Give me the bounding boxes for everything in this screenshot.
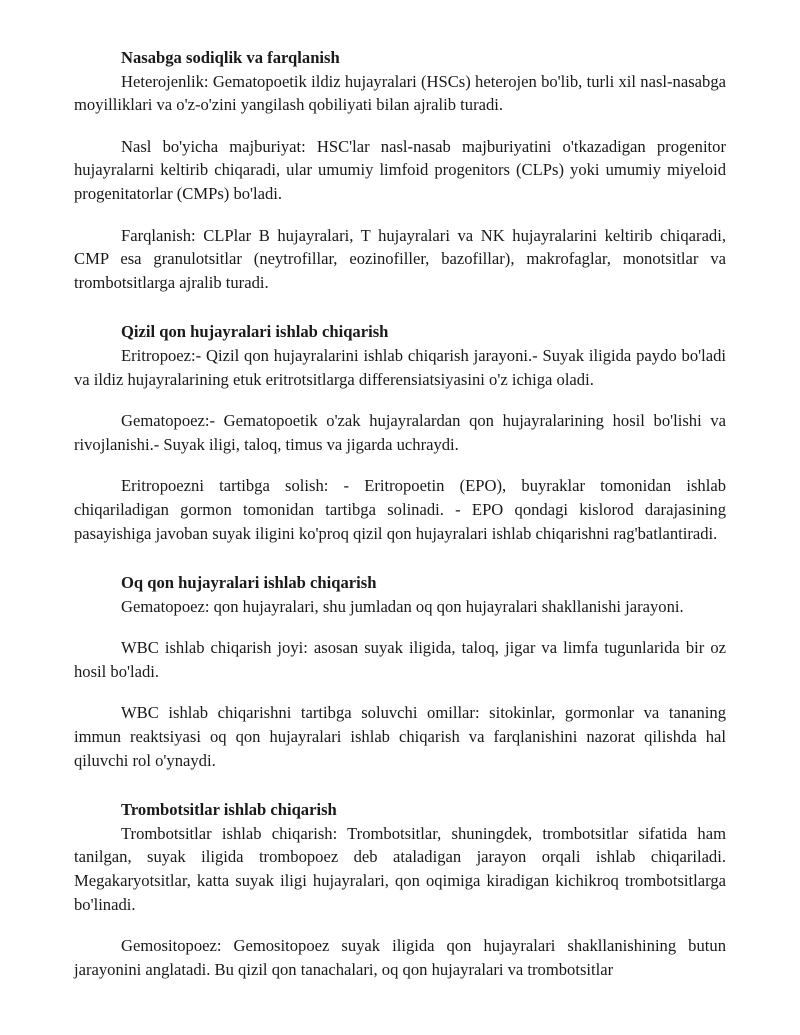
paragraph: Eritropoezni tartibga solish: - Eritropoetin (EPO), buyraklar tomonidan ishlab chiqariladigan gormon tomonidan tartibga solinadi. - EPO qondagi kislorod darajasining pasayishiga javoban suyak iligini ko'proq qizil qon hujayralari ishlab chiqarishni rag'batlantiradi. (74, 476, 726, 543)
paragraph: Trombotsitlar ishlab chiqarish: Trombotsitlar, shuningdek, trombotsitlar sifatida ham tanilgan, suyak iligida trombopoez deb ataladigan jarayon orqali ishlab chiqariladi. Megakaryotsitlar, katta suyak iligi hujayralari, qon oqimiga kiradigan kichikroq trombotsitlarga bo'linadi. (74, 823, 726, 914)
paragraph: Heterojenlik: Gematopoetik ildiz hujayralari (HSCs) heterojen bo'lib, turli xil nasl-nasabga moyilliklari va o'z-o'zini yangilash qobiliyati bilan ajralib turadi. (74, 71, 726, 115)
section-red-blood-cells (74, 320, 726, 545)
section-heading: Trombotsitlar ishlab chiqarish (121, 800, 337, 820)
paragraph: WBC ishlab chiqarish joyi: asosan suyak iligida, taloq, jigar va limfa tugunlarida bir oz hosil bo'ladi. (74, 638, 726, 681)
section-heading: Qizil qon hujayralari ishlab chiqarish (121, 322, 389, 342)
paragraph: Gematopoez:- Gematopoetik o'zak hujayralardan qon hujayralarining hosil bo'lishi va rivojlanishi.- Suyak iligi, taloq, timus va jigarda uchraydi. (74, 411, 726, 454)
paragraph: Eritropoez:- Qizil qon hujayralarini ishlab chiqarish jarayoni.- Suyak iligida paydo bo'ladi va ildiz hujayralarining etuk eritrotsitlarga differensiatsiyasini o'z ichiga oladi. (74, 345, 726, 389)
paragraph: Gematopoez: qon hujayralari, shu jumladan oq qon hujayralari shakllanishi jarayoni. (121, 596, 684, 616)
section-white-blood-cells (74, 571, 726, 772)
document-page (74, 46, 726, 999)
section-lineage-differentiation (74, 46, 726, 294)
paragraph: Farqlanish: CLPlar B hujayralari, T hujayralari va NK hujayralarini keltirib chiqaradi, CMP esa granulotsitlar (neytrofillar, eozinofiller, bazofillar), makrofaglar, monotsitlar va trombotsitlarga ajralib turadi. (74, 225, 726, 292)
paragraph: Gemositopoez: Gemositopoez suyak iligida qon hujayralari shakllanishining butun jarayonini anglatadi. Bu qizil qon tanachalari, oq qon hujayralari va trombotsitlar (74, 936, 726, 979)
section-heading: Oq qon hujayralari ishlab chiqarish (121, 573, 377, 593)
section-platelets (74, 798, 726, 981)
paragraph: Nasl bo'yicha majburiyat: HSC'lar nasl-nasab majburiyatini o'tkazadigan progenitor hujayralarni keltirib chiqaradi, ular umumiy limfoid progenitors (CLPs) yoki umumiy miyeloid progenitatorlar (CMPs) bo'ladi. (74, 136, 726, 203)
paragraph: WBC ishlab chiqarishni tartibga soluvchi omillar: sitokinlar, gormonlar va tananing immun reaktsiyasi oq qon hujayralari ishlab chiqarish va farqlanishini nazorat qilishda hal qiluvchi rol o'ynaydi. (74, 703, 726, 770)
section-heading: Nasabga sodiqlik va farqlanish (121, 48, 340, 67)
